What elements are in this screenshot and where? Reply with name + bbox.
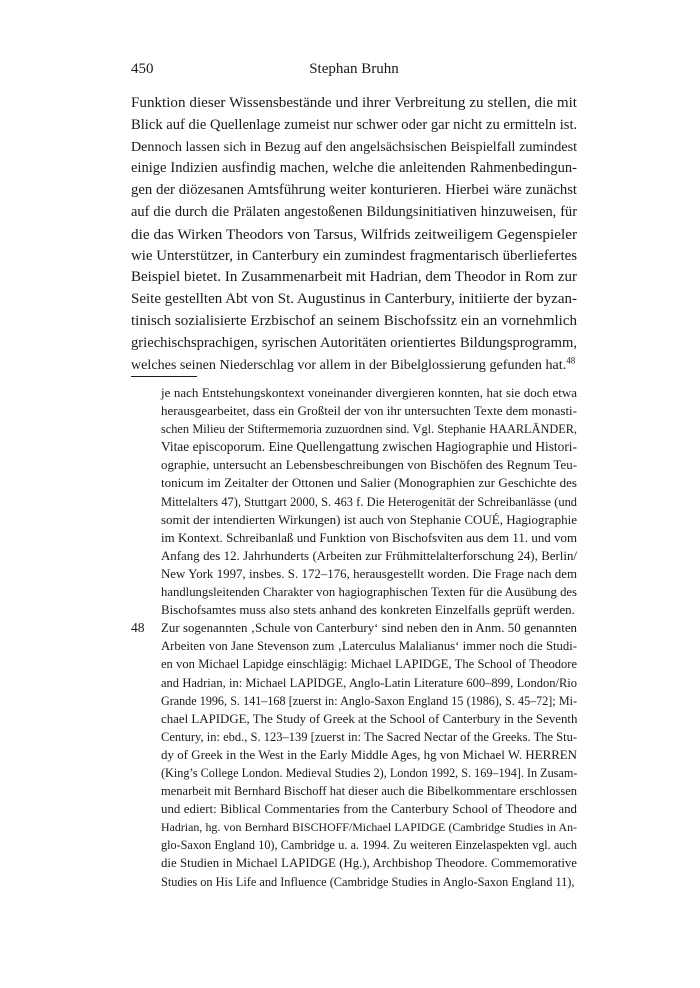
footnote-line: im Kontext. Schreibanlaß und Funktion von Bischofsviten aus dem 11. und vom: [161, 530, 577, 545]
footnote-line: glo-Saxon England 10), Cambridge u. a. 1994. Zu weiteren Einzelaspekten vgl. auch: [161, 838, 577, 853]
body-line: die das Wirken Theodors von Tarsus, Wilfrids zeitweiligem Gegenspieler: [131, 225, 577, 243]
footnote-line: en von Michael Lapidge einschlägig: Michael LAPIDGE, The School of Theodore: [161, 657, 577, 672]
footnote-line: New York 1997, insbes. S. 172–176, herausgestellt worden. Die Frage nach dem: [161, 566, 577, 581]
footnote-reference[interactable]: 48: [566, 354, 576, 365]
body-line-text: welches seinen Niederschlag vor allem in der Bibelglossierung gefunden hat.: [131, 356, 567, 373]
footnote-line: die Studien in Michael LAPIDGE (Hg.), Archbishop Theodore. Commemorative: [161, 856, 577, 871]
footnote-number: 48: [131, 620, 145, 636]
footnote-line: tonicum im Zeitalter der Ottonen und Salier (Monographien zur Geschichte des: [161, 475, 577, 491]
page-header: [131, 58, 577, 80]
body-line: auf die durch die Prälaten angestoßenen Bildungsinitiativen hinzuweisen, für: [131, 203, 577, 220]
footnote-line: dy of Greek in the West in the Early Middle Ages, hg von Michael W. HERREN: [161, 747, 577, 762]
footnote-line: Zur sogenannten ‚Schule von Canterbury‘ sind neben den in Anm. 50 genannten: [161, 621, 577, 636]
footnote-line: somit der intendierten Wirkungen) ist auch von Stephanie COUÉ, Hagiographie: [161, 511, 577, 527]
footnote-line: (King’s College London. Medieval Studies 2), London 1992, S. 169–194]. In Zusam-: [161, 765, 578, 780]
body-line: gen der diözesanen Amtsführung weiter konturieren. Hierbei wäre zunächst: [131, 182, 577, 199]
body-line: tinisch sozialisierte Erzbischof an seinem Bischofssitz ein an vornehmlich: [131, 312, 577, 329]
body-line: Blick auf die Quellenlage zumeist nur schwer oder gar nicht zu ermitteln ist.: [131, 116, 578, 133]
body-line-last: [131, 355, 577, 377]
body-line: wie Unterstützer, in Canterbury ein zumindest fragmentarisch überliefertes: [131, 247, 577, 264]
body-line: Dennoch lassen sich in Bezug auf den angelsächsischen Beispielfall zumindest: [131, 138, 577, 155]
footnote-line: ographie, untersucht an Lebensbeschreibungen von Bischöfen des Regnum Teu-: [161, 458, 577, 473]
body-line: Seite gestellten Abt von St. Augustinus in Canterbury, initiierte der byzan-: [131, 291, 577, 308]
footnote-line: Hadrian, hg. von Bernhard BISCHOFF/Michael LAPIDGE (Cambridge Studies in An-: [161, 820, 577, 835]
footnote-line: je nach Entstehungskontext voneinander divergieren konnten, hat sie doch etwa: [161, 385, 577, 400]
footnote-line: Anfang des 12. Jahrhunderts (Arbeiten zur Frühmittelalterforschung 24), Berlin/: [161, 548, 577, 563]
body-line: Beispiel bietet. In Zusammenarbeit mit Hadrian, dem Theodor in Rom zur: [131, 269, 577, 286]
body-line: griechischsprachigen, syrischen Autoritäten orientiertes Bildungsprogramm,: [131, 334, 577, 351]
footnote-line: herausgearbeitet, dass ein Großteil der von ihr untersuchten Texte dem monasti-: [161, 403, 577, 419]
footnote-line: Mittelalters 47), Stuttgart 2000, S. 463 f. Die Heterogenität der Schreibanlässe (und: [161, 494, 577, 509]
footnote-line: und ediert: Biblical Commentaries from the Canterbury School of Theodore and: [161, 802, 577, 817]
footnote-separator: [131, 376, 197, 377]
footnote-line: handlungsleitenden Charakter von hagiographischen Texten für die Ausübung des: [161, 585, 577, 600]
footnote-line: Studies on His Life and Influence (Cambridge Studies in Anglo-Saxon England 11),: [161, 874, 575, 889]
running-head: Stephan Bruhn: [309, 61, 399, 77]
footnote-continued: [131, 384, 577, 619]
page-number: 450: [131, 61, 154, 77]
footnote-line: menarbeit mit Bernhard Bischoff hat dieser auch die Bibelkommentare erschlossen: [161, 784, 577, 799]
footnote-line: Grande 1996, S. 141–168 [zuerst in: Anglo-Saxon England 15 (1986), S. 45–72]; Mi-: [161, 693, 577, 708]
footnote-line: and Hadrian, in: Michael LAPIDGE, Anglo-Latin Literature 600–899, London/Rio: [161, 675, 577, 690]
body-line: einige Indizien ausfindig machen, welche die anleitenden Rahmenbedingun-: [131, 160, 577, 177]
footnote-line: Bischofsamtes muss also stets anhand des konkreten Einzelfalls geprüft werden.: [161, 603, 575, 618]
footnote-line: Vitae episcoporum. Eine Quellengattung zwischen Hagiographie und Histori-: [161, 439, 577, 455]
footnotes: [131, 384, 577, 891]
footnote-line: Arbeiten von Jane Stevenson zum ‚Laterculus Malalianus‘ immer noch die Studi-: [161, 639, 577, 654]
body-paragraph: [131, 93, 577, 376]
body-line: Funktion dieser Wissensbestände und ihrer Verbreitung zu stellen, die mit: [131, 95, 577, 111]
footnote-line: schen Milieu der Stiftermemoria zuzuordnen sind. Vgl. Stephanie HAARLÄNDER,: [161, 422, 577, 437]
footnote-48: [131, 619, 577, 890]
footnote-line: Century, in: ebd., S. 123–139 [zuerst in: The Sacred Nectar of the Greeks. The Stu-: [161, 729, 577, 744]
footnote-line: chael LAPIDGE, The Study of Greek at the School of Canterbury in the Seventh: [161, 711, 578, 726]
